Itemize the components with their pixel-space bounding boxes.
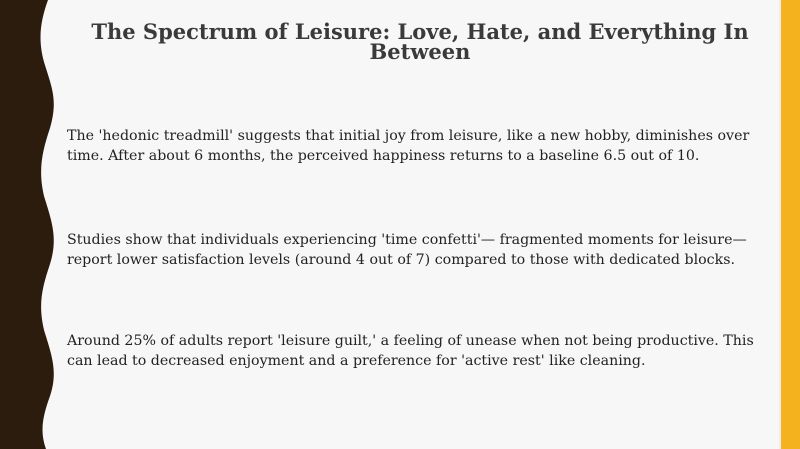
left-wave-decoration: [0, 0, 70, 449]
paragraph-leisure-guilt: Around 25% of adults report 'leisure guilt,' a feeling of unease when not being productive. This can lead to decreased enjoyment and a preference for 'active rest' like cleaning.: [67, 333, 754, 369]
paragraph-time-confetti: Studies show that individuals experiencing 'time confetti'— fragmented moments for leisure—report lower satisfaction levels (around 4 out of 7) compared to those with dedicated blocks.: [67, 232, 747, 268]
slide-title: The Spectrum of Leisure: Love, Hate, and Everything In Between: [91, 19, 749, 64]
right-accent-bar: [781, 0, 800, 449]
paragraph-hedonic-treadmill: The 'hedonic treadmill' suggests that initial joy from leisure, like a new hobby, diminishes over time. After about 6 months, the perceived happiness returns to a baseline 6.5 out of 10.: [67, 128, 750, 164]
